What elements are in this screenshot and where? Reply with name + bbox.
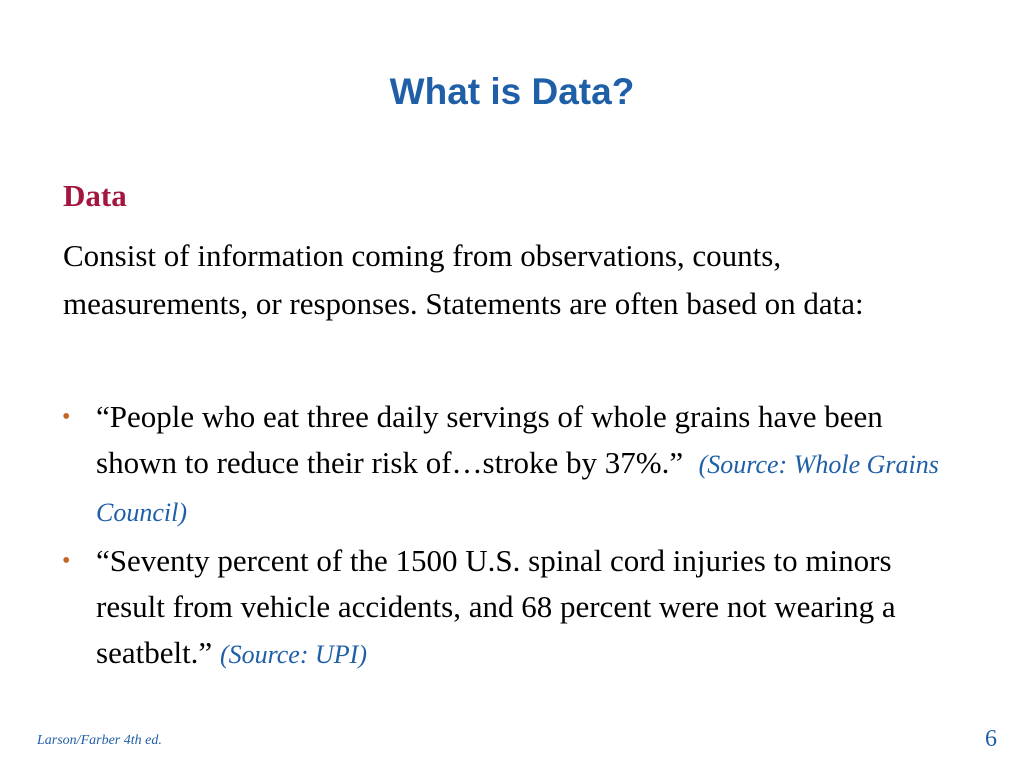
source-citation: (Source: UPI) [219, 640, 367, 669]
quote-text: “Seventy percent of the 1500 U.S. spinal cord injuries to minors result from vehicle accidents, and 68 percent were not wearing a seatbelt.” [96, 543, 896, 670]
page-number: 6 [985, 726, 997, 752]
bullet-list [0, 394, 1024, 680]
slide-title: What is Data? [389, 71, 635, 112]
bullet-text [96, 394, 956, 536]
footer-citation: Larson/Farber 4th ed. [37, 733, 162, 748]
bullet-icon: • [62, 548, 71, 574]
quote-text: “People who eat three daily servings of whole grains have been shown to reduce their risk of…stroke by 37%.” [96, 399, 883, 480]
section-heading: Data [63, 178, 127, 213]
source-citation: (Source: Whole Grains Council) [96, 450, 939, 527]
bullet-icon: • [62, 404, 71, 430]
bullet-item [0, 394, 1024, 536]
bullet-text [96, 538, 956, 678]
body-paragraph: Consist of information coming from observations, counts, measurements, or responses. Statements are often based on data: [63, 238, 864, 321]
bullet-item [0, 538, 1024, 678]
